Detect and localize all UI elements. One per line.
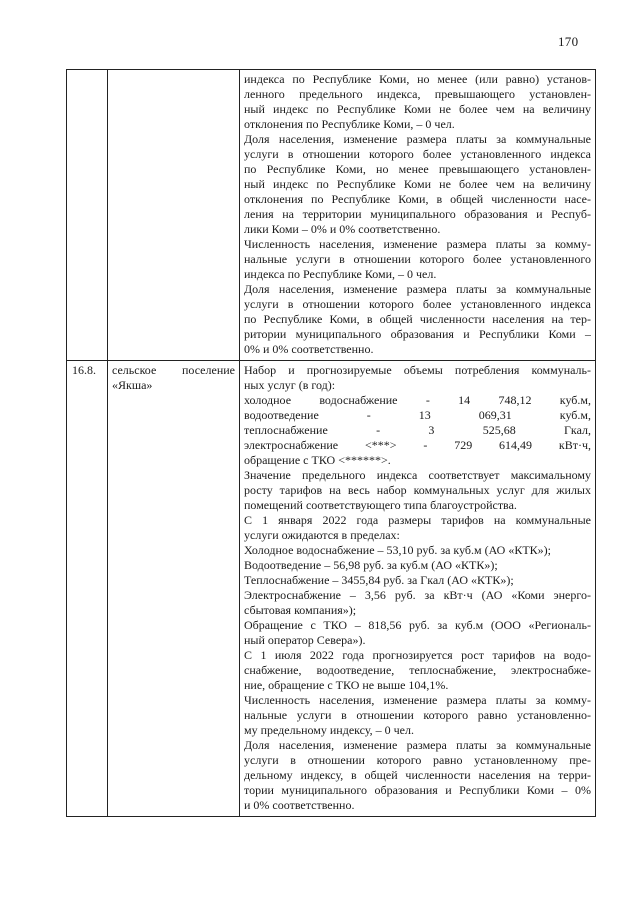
text-line: Теплоснабжение – 3455,84 руб. за Гкал (АО «КТК»); [244, 573, 514, 587]
text-line: обращение с ТКО <******>. [244, 453, 391, 467]
text-line: 0% и 0% соответственно. [244, 342, 374, 356]
text-line: ленного предельного индекса, превышающего установлен- [244, 87, 591, 101]
text-line: росту тарифов на весь набор коммунальных услуг для жилых [244, 483, 591, 497]
row-number-cell [67, 70, 108, 361]
text-line: помещений соответствующего типа благоустройства. [244, 498, 517, 512]
text-line: дельному индексу, в общей численности населения на терри- [244, 768, 591, 782]
description-cell [240, 361, 596, 817]
text-line: ления на территории муниципального образования и Респуб- [244, 207, 591, 221]
text-line: услуги ожидаются в пределах: [244, 528, 400, 542]
text-line: Набор и прогнозируемые объемы потребления коммуналь- [244, 363, 591, 377]
text-line: ние, обращение с ТКО не выше 104,1%. [244, 678, 449, 692]
text-line: нальные услуги в отношении которого равно установленно- [244, 708, 591, 722]
text-line: услуги в отношении которого более установленного индекса [244, 297, 591, 311]
text-line: ных услуг (в год): [244, 378, 336, 392]
text-line: Доля населения, изменение размера платы за коммунальные [244, 132, 591, 146]
text-line: холодное водоснабжение - 14 748,12 куб.м, [244, 393, 591, 407]
text-line: услуги в отношении которого более установленного индекса [244, 147, 591, 161]
text-line: индекса по Республике Коми, но менее (или равно) установ- [244, 72, 591, 86]
text-line: ный оператор Севера»). [244, 633, 366, 647]
text-line: «Якша» [112, 378, 153, 392]
text-line: ный индекс по Республике Коми не более чем на величину [244, 177, 591, 191]
text-line: сельское поселение [112, 363, 235, 377]
text-line: водоотведение - 13 069,31 куб.м, [244, 408, 591, 422]
text-line: отклонения по Республике Коми, в общей численности насе- [244, 192, 591, 206]
settlement-name-cell [108, 70, 240, 361]
table-row [67, 70, 596, 361]
text-line: Численность населения, изменение размера платы за комму- [244, 237, 591, 251]
text-line: по Республике Коми, в общей численности населения на тер- [244, 312, 591, 326]
description-cell [240, 70, 596, 361]
text-line: Доля населения, изменение размера платы за коммунальные [244, 738, 591, 752]
row-number-cell: 16.8. [67, 361, 108, 817]
text-line: Доля населения, изменение размера платы за коммунальные [244, 282, 591, 296]
text-line: и 0% соответственно. [244, 798, 355, 812]
text-line: Численность населения, изменение размера платы за комму- [244, 693, 591, 707]
table-row [67, 361, 596, 817]
text-line: тории муниципального образования и Республики Коми – 0% [244, 783, 591, 797]
text-line: С 1 июля 2022 года прогнозируется рост тарифов на водо- [244, 648, 591, 662]
text-line: Электроснабжение – 3,56 руб. за кВт·ч (АО «Коми энерго- [244, 588, 591, 602]
text-line: С 1 января 2022 года размеры тарифов на коммунальные [244, 513, 591, 527]
text-line: Холодное водоснабжение – 53,10 руб. за куб.м (АО «КТК»); [244, 543, 552, 557]
text-line: ный индекс по Республике Коми не более чем на величину [244, 102, 591, 116]
text-line: Значение предельного индекса соответствует максимальному [244, 468, 591, 482]
text-line: индекса по Республике Коми, – 0 чел. [244, 267, 437, 281]
text-line: отклонения по Республике Коми, – 0 чел. [244, 117, 455, 131]
text-line: лики Коми – 0% и 0% соответственно. [244, 222, 441, 236]
text-line: сбытовая компания»); [244, 603, 357, 617]
text-line: Обращение с ТКО – 818,56 руб. за куб.м (ООО «Региональ- [244, 618, 591, 632]
text-line: снабжение, водоотведение, теплоснабжение, электроснабже- [244, 663, 591, 677]
page-number: 170 [558, 34, 579, 49]
settlement-name-cell [108, 361, 240, 817]
text-line: му предельному индексу, – 0 чел. [244, 723, 414, 737]
text-line: теплоснабжение - 3 525,68 Гкал, [244, 423, 591, 437]
text-line: услуги в отношении которого равно установленному пре- [244, 753, 591, 767]
text-line: электроснабжение <***> - 729 614,49 кВт·ч, [244, 438, 591, 452]
text-line: нальные услуги в отношении которого более установленного [244, 252, 591, 266]
text-line: ритории муниципального образования и Республики Коми – [244, 327, 591, 341]
text-line: Водоотведение – 56,98 руб. за куб.м (АО «КТК»); [244, 558, 498, 572]
text-line: по Республике Коми, но менее превышающего установлен- [244, 162, 591, 176]
document-table [66, 69, 596, 817]
